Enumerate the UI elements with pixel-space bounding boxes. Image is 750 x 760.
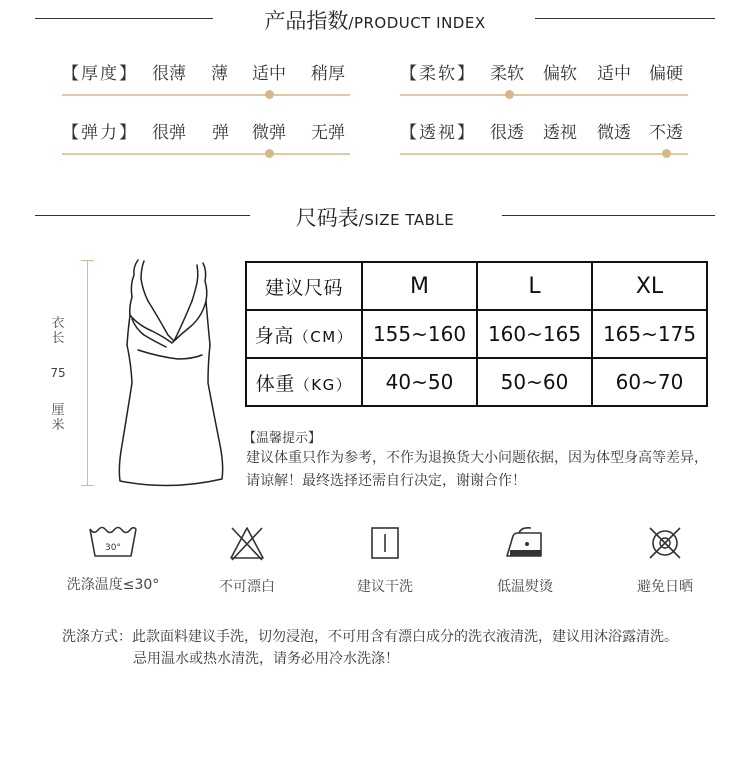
height-cell: 155~160 bbox=[362, 310, 477, 358]
index-slider-track bbox=[62, 94, 350, 96]
length-measure-cap-bottom bbox=[81, 485, 94, 486]
index-option: 偏硬 bbox=[649, 64, 683, 84]
tips-body: 建议体重只作为参考，不作为退换货大小问题依据，因为体型身高等差异，请谅解！最终选择还需自行决定，谢谢合作！ bbox=[246, 450, 708, 489]
index-slider-track bbox=[400, 153, 688, 155]
care-label: 低温熨烫 bbox=[497, 579, 553, 595]
size-table-title bbox=[0, 202, 750, 232]
size-header-label: 建议尺码 bbox=[246, 262, 362, 310]
wash-temp-badge: 30° bbox=[105, 543, 121, 553]
size-table-title-zh: 尺码表 bbox=[295, 206, 359, 230]
no-bleach-icon bbox=[227, 524, 267, 562]
length-label: 衣 长 bbox=[51, 316, 65, 346]
index-slider-marker bbox=[265, 90, 274, 99]
care-label: 避免日晒 bbox=[637, 579, 693, 595]
index-slider-marker bbox=[505, 90, 514, 99]
length-value: 75 bbox=[50, 366, 66, 380]
height-row-label: 身高（CM） bbox=[246, 310, 362, 358]
index-option: 稍厚 bbox=[311, 64, 345, 84]
index-slider-track bbox=[400, 94, 688, 96]
size-table-title-en: /SIZE TABLE bbox=[358, 211, 455, 229]
index-option: 很弹 bbox=[152, 123, 186, 143]
index-option: 薄 bbox=[211, 64, 228, 84]
length-measure-line bbox=[87, 260, 88, 486]
table-row-size bbox=[246, 262, 707, 310]
index-option: 适中 bbox=[252, 64, 286, 84]
care-label: 洗涤温度≤30° bbox=[66, 577, 160, 593]
index-label: 【透视】 bbox=[400, 123, 476, 143]
care-label: 不可漂白 bbox=[219, 579, 275, 595]
index-label: 【厚度】 bbox=[62, 64, 138, 84]
table-row-height bbox=[246, 310, 707, 358]
index-slider-track bbox=[62, 153, 350, 155]
tips-heading: 【温馨提示】 bbox=[243, 431, 322, 446]
index-option: 弹 bbox=[212, 123, 229, 143]
care-item-bleach bbox=[182, 524, 312, 596]
size-header-cell: L bbox=[477, 262, 592, 310]
index-label: 【弹力】 bbox=[62, 123, 138, 143]
index-option: 无弹 bbox=[311, 123, 345, 143]
product-index-title-zh: 产品指数 bbox=[264, 9, 349, 33]
weight-row-label: 体重（KG） bbox=[246, 358, 362, 406]
index-option: 微弹 bbox=[252, 123, 286, 143]
table-row-weight bbox=[246, 358, 707, 406]
index-option: 不透 bbox=[649, 123, 683, 143]
weight-cell: 40~50 bbox=[362, 358, 477, 406]
product-index-title-en: /PRODUCT INDEX bbox=[348, 14, 486, 32]
slip-dress-illustration bbox=[108, 255, 233, 490]
care-item-iron bbox=[460, 524, 590, 596]
index-slider-marker bbox=[662, 149, 671, 158]
height-cell: 165~175 bbox=[592, 310, 707, 358]
care-label: 建议干洗 bbox=[357, 579, 413, 595]
wash-instructions bbox=[62, 626, 678, 670]
index-option: 适中 bbox=[597, 64, 631, 84]
index-option: 微透 bbox=[597, 123, 631, 143]
no-sun-icon bbox=[645, 524, 685, 562]
iron-low-icon bbox=[501, 524, 549, 562]
wash-30-icon bbox=[87, 524, 139, 560]
index-option: 很透 bbox=[490, 123, 524, 143]
index-option: 很薄 bbox=[152, 64, 186, 84]
tumble-dry-icon bbox=[365, 524, 405, 562]
index-label: 【柔软】 bbox=[400, 64, 476, 84]
size-header-cell: M bbox=[362, 262, 477, 310]
index-option: 透视 bbox=[543, 123, 577, 143]
index-option: 柔软 bbox=[490, 64, 524, 84]
care-item-dry bbox=[320, 524, 450, 596]
care-item-wash bbox=[48, 524, 178, 594]
weight-cell: 60~70 bbox=[592, 358, 707, 406]
product-index-title bbox=[0, 5, 750, 35]
length-measure-cap-top bbox=[81, 260, 94, 261]
size-header-cell: XL bbox=[592, 262, 707, 310]
index-slider-marker bbox=[265, 149, 274, 158]
height-cell: 160~165 bbox=[477, 310, 592, 358]
size-table bbox=[245, 261, 708, 407]
weight-cell: 50~60 bbox=[477, 358, 592, 406]
index-option: 偏软 bbox=[543, 64, 577, 84]
care-item-sun bbox=[600, 524, 730, 596]
length-unit: 厘 米 bbox=[51, 403, 65, 433]
wash-note-line-1: 洗涤方式：此款面料建议手洗，切勿浸泡，不可用含有漂白成分的洗衣液清洗，建议用沐浴露清洗。 bbox=[62, 629, 678, 645]
wash-note-line-2: 忌用温水或热水清洗，请务必用冷水洗涤！ bbox=[133, 651, 399, 667]
